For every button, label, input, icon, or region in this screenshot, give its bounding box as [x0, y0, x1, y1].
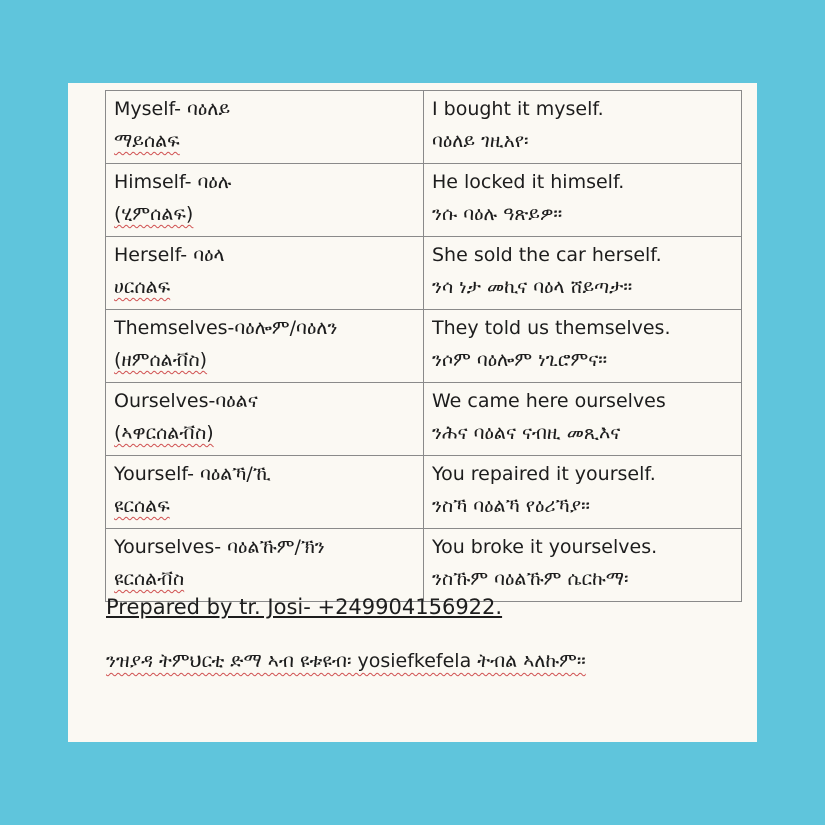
example-cell [424, 310, 742, 383]
pronoun-cell [106, 91, 424, 164]
example-tigrinya: ንሳ ነታ መኪና ባዕላ ሸይጣታ። [432, 276, 633, 298]
pronoun-term: Himself- ባዕሉ [114, 171, 232, 193]
reflexive-pronoun-table [105, 90, 742, 602]
example-cell [424, 91, 742, 164]
pronoun-cell [106, 237, 424, 310]
table-row [106, 91, 742, 164]
pronoun-term: Yourselves- ባዕልኹም/ኽን [114, 536, 325, 558]
table-row [106, 237, 742, 310]
example-tigrinya: ንሶም ባዕሎም ነጊሮምና። [432, 349, 608, 371]
table-row [106, 164, 742, 237]
example-tigrinya: ንሕና ባዕልና ናብዚ መጺእና [432, 422, 621, 444]
example-tigrinya: ንስኻ ባዕልኻ የዕሪኻያ። [432, 495, 591, 517]
example-english: They told us themselves. [432, 317, 671, 339]
table-row [106, 529, 742, 602]
pronoun-cell [106, 383, 424, 456]
example-english: I bought it myself. [432, 98, 604, 120]
pronoun-pronunciation: ማይሰልፍ [114, 130, 180, 152]
pronoun-term: Ourselves-ባዕልና [114, 390, 258, 412]
pronoun-term: Myself- ባዕለይ [114, 98, 231, 120]
pronoun-term: Herself- ባዕላ [114, 244, 225, 266]
example-cell [424, 237, 742, 310]
pronoun-pronunciation: ዩርሰልፍ [114, 495, 170, 517]
youtube-note: ንዝያዳ ትምህርቲ ድማ ኣብ ዩቱዩብ፡ yosiefkefela ትብል ኣለኩም። [106, 650, 586, 672]
pronoun-cell [106, 310, 424, 383]
table-row [106, 310, 742, 383]
example-cell [424, 164, 742, 237]
example-english: You repaired it yourself. [432, 463, 656, 485]
example-tigrinya: ንስኹም ባዕልኹም ሴርኩማ፡ [432, 568, 629, 590]
table-row [106, 383, 742, 456]
pronoun-pronunciation: ዩርሰልቭስ [114, 568, 185, 590]
example-english: He locked it himself. [432, 171, 625, 193]
pronoun-pronunciation: ሀርሰልፍ [114, 276, 171, 298]
pronoun-cell [106, 164, 424, 237]
pronoun-pronunciation: (ሂምሰልፍ) [114, 203, 194, 225]
pronoun-pronunciation: (ዘምሰልቭስ) [114, 349, 208, 371]
example-cell [424, 383, 742, 456]
pronoun-cell [106, 456, 424, 529]
example-english: She sold the car herself. [432, 244, 662, 266]
example-tigrinya: ንሱ ባዕሉ ዓጽይዎ። [432, 203, 563, 225]
example-cell [424, 456, 742, 529]
pronoun-cell [106, 529, 424, 602]
example-english: You broke it yourselves. [432, 536, 658, 558]
pronoun-pronunciation: (ኣዋርሰልቭስ) [114, 422, 214, 444]
example-tigrinya: ባዕለይ ገዚአየ፡ [432, 130, 529, 152]
example-english: We came here ourselves [432, 390, 666, 412]
table-row [106, 456, 742, 529]
prepared-by-line: Prepared by tr. Josi- +249904156922. [106, 595, 503, 619]
pronoun-term: Themselves-ባዕሎም/ባዕለን [114, 317, 338, 339]
pronoun-term: Yourself- ባዕልኻ/ኺ [114, 463, 271, 485]
document-card [68, 83, 757, 742]
example-cell [424, 529, 742, 602]
